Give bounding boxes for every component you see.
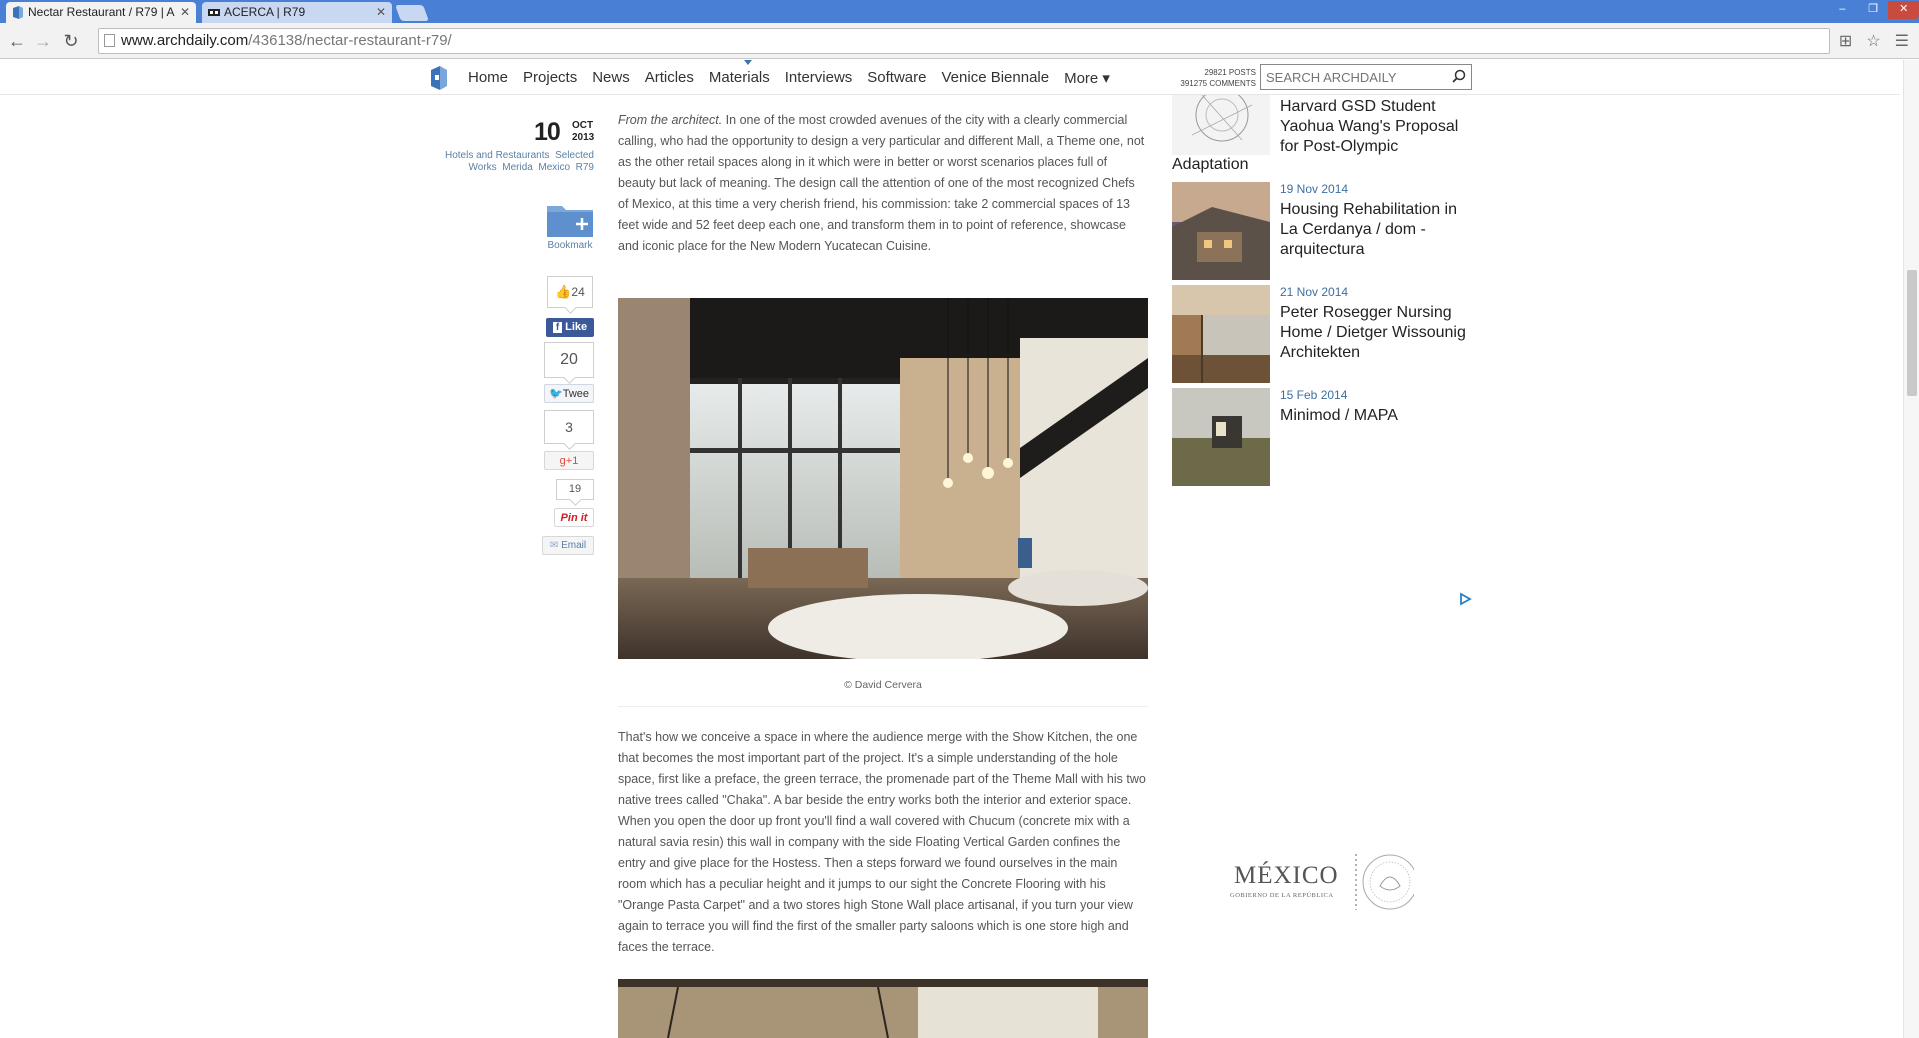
tab-title: Nectar Restaurant / R79 | A bbox=[28, 5, 175, 19]
nav-materials[interactable]: Materials bbox=[708, 69, 770, 86]
browser-tab-bar bbox=[0, 0, 1919, 23]
reload-icon[interactable]: ↻ bbox=[63, 31, 79, 51]
search-input[interactable] bbox=[1261, 65, 1441, 89]
nav-home[interactable]: Home bbox=[468, 69, 509, 86]
article-intro bbox=[618, 110, 1148, 278]
thumbs-up-icon: 👍 bbox=[555, 284, 572, 299]
related-date: 19 Nov 2014 bbox=[1280, 182, 1349, 196]
toolbar-icons bbox=[1839, 31, 1909, 51]
related-item-minimod[interactable] bbox=[1172, 388, 1472, 486]
adchoices-icon[interactable] bbox=[1458, 592, 1472, 606]
related-thumbnail bbox=[1172, 285, 1270, 383]
page-scrollbar[interactable] bbox=[1903, 60, 1919, 1038]
date-day: 10 bbox=[534, 118, 560, 146]
facebook-like-button[interactable]: f Like bbox=[546, 318, 594, 337]
search-box bbox=[1260, 64, 1472, 90]
email-button[interactable]: ✉ Email bbox=[542, 536, 594, 555]
site-navigation bbox=[0, 60, 1900, 95]
bookmark-label: Bookmark bbox=[547, 240, 593, 251]
posts-count: 29821 POSTS bbox=[1204, 68, 1256, 77]
national-seal-icon bbox=[1354, 850, 1414, 914]
twitter-bird-icon: 🐦 bbox=[549, 388, 563, 400]
close-icon[interactable]: ✕ bbox=[375, 5, 386, 19]
comments-count: 391275 COMMENTS bbox=[1180, 79, 1256, 88]
browser-toolbar bbox=[0, 23, 1919, 59]
url-host: www.archdaily.com bbox=[121, 32, 249, 49]
tweet-count: 20 bbox=[544, 342, 594, 378]
window-controls bbox=[1827, 1, 1919, 19]
divider bbox=[618, 706, 1148, 707]
site-stats bbox=[1160, 67, 1256, 89]
window-close-icon[interactable]: ✕ bbox=[1888, 1, 1919, 19]
tag-link[interactable]: Mexico bbox=[538, 162, 571, 173]
related-thumbnail bbox=[1172, 95, 1270, 155]
google-plus-button[interactable]: g+1 bbox=[544, 451, 594, 470]
intro-text: In one of the most crowded avenues of the city with a clearly commercial calling, who had the opportunity to design a very particular and different Mall, a Theme one, not as the other retail spaces along in it which were in better or worst scenarios places full of beauty but lack of meaning. The design call the attention of one of the most recognized Chefs of Mexico, at this time a very cherish friend, his commission: take 2 commercial spaces of 13 feet wide and 52 feet deep each one, and transform them in to point of reference, showcase and iconic place for the New Modern Yucatecan Cuisine. bbox=[618, 113, 1145, 253]
bookmark-button[interactable] bbox=[546, 202, 594, 252]
related-title[interactable]: Peter Rosegger Nursing Home / Dietger Wissounig Architekten bbox=[1280, 304, 1466, 361]
search-icon[interactable] bbox=[1452, 69, 1466, 83]
forward-arrow-icon[interactable]: → bbox=[34, 31, 52, 51]
pin-count: 19 bbox=[556, 479, 594, 500]
article-paragraph: That's how we conceive a space in where the audience merge with the Show Kitchen, the one that becomes the most important part of the project. It's a simple understanding of the hole space, first like a preface, the green terrace, the promenade part of the Theme Mall with his two native trees called "Chaka". A bar beside the entry works both the interior and exterior space. When you open the door up front you'll find a wall covered with Chucum (concrete mix with a natural savia resin) this wall in company with the side Floating Vertical Garden confines the entry and give place for the Hostess. Then a steps forward we found ourselves in the main room which has a peculiar height and it jumps to our sight the Concrete Flooring with his "Orange Pasta Carpet" and a two stores high Stone Wall place artisanal, if you turn your view again to terrace you will find the first of the smaller party saloons which is one store high and faces the terrace. bbox=[618, 730, 1146, 954]
intro-lead: From the architect. bbox=[618, 113, 723, 127]
restaurant-interior-photo[interactable] bbox=[618, 298, 1148, 659]
related-item-peter-rosegger[interactable] bbox=[1172, 285, 1472, 383]
tag-link[interactable]: Selected Works bbox=[468, 150, 594, 173]
related-item-harvard[interactable] bbox=[1172, 95, 1472, 155]
related-thumbnail bbox=[1172, 388, 1270, 486]
nav-projects[interactable]: Projects bbox=[523, 69, 578, 86]
restaurant-photo-2[interactable] bbox=[618, 979, 1148, 1038]
like-count: 👍24 bbox=[547, 276, 593, 308]
address-bar[interactable] bbox=[98, 28, 1830, 54]
second-photo-image bbox=[618, 979, 1148, 1038]
scrollbar-thumb[interactable] bbox=[1907, 270, 1917, 396]
tweet-button[interactable]: 🐦Twee bbox=[544, 384, 594, 403]
interior-photo-image bbox=[618, 298, 1148, 659]
tab-acerca-r79[interactable] bbox=[202, 2, 392, 23]
new-tab-button[interactable] bbox=[395, 5, 429, 21]
nav-articles[interactable]: Articles bbox=[644, 69, 694, 86]
archdaily-logo-icon[interactable] bbox=[430, 66, 448, 90]
envelope-icon: ✉ bbox=[549, 540, 559, 551]
tag-link[interactable]: R79 bbox=[575, 162, 594, 173]
archdaily-favicon-icon bbox=[12, 6, 24, 19]
tag-link[interactable]: Merida bbox=[502, 162, 533, 173]
related-title-tail[interactable]: Adaptation bbox=[1172, 156, 1249, 173]
restore-icon[interactable]: ❐ bbox=[1868, 3, 1878, 15]
nav-interviews[interactable]: Interviews bbox=[784, 69, 853, 86]
nav-venice-biennale[interactable]: Venice Biennale bbox=[941, 69, 1050, 86]
nav-news[interactable]: News bbox=[592, 69, 630, 86]
menu-icon[interactable]: ☰ bbox=[1894, 33, 1909, 50]
translate-icon[interactable]: ⊞ bbox=[1838, 33, 1853, 50]
pinterest-button[interactable]: Pin it bbox=[554, 508, 594, 527]
related-date: 21 Nov 2014 bbox=[1280, 285, 1349, 299]
publish-date bbox=[520, 118, 596, 146]
photo-caption: © David Cervera bbox=[844, 679, 922, 691]
tag-link[interactable]: Hotels and Restaurants bbox=[445, 150, 550, 161]
related-thumbnail bbox=[1172, 182, 1270, 280]
star-icon[interactable]: ☆ bbox=[1866, 33, 1881, 50]
page-icon bbox=[104, 34, 115, 47]
tab-nectar-restaurant[interactable] bbox=[6, 2, 196, 23]
mexico-government-ad[interactable] bbox=[1226, 850, 1416, 918]
tab-title: ACERCA | R79 bbox=[224, 5, 306, 19]
active-menu-marker bbox=[744, 60, 752, 65]
ad-logo-word: MÉXICO bbox=[1234, 862, 1339, 889]
article-tags bbox=[430, 150, 594, 174]
nav-more[interactable]: More ▾ bbox=[1064, 70, 1110, 87]
related-title[interactable]: Housing Rehabilitation in La Cerdanya / dom - arquitectura bbox=[1280, 201, 1457, 258]
r79-favicon-icon bbox=[208, 6, 220, 19]
date-month: OCT bbox=[572, 120, 594, 131]
nav-software[interactable]: Software bbox=[867, 69, 927, 86]
minimize-icon[interactable]: ‒ bbox=[1839, 3, 1846, 15]
related-item-housing-rehabilitation[interactable] bbox=[1172, 182, 1472, 280]
back-arrow-icon[interactable]: ← bbox=[8, 31, 26, 51]
related-title[interactable]: Harvard GSD Student Yaohua Wang's Proposal for Post-Olympic bbox=[1280, 98, 1459, 155]
related-date: 15 Feb 2014 bbox=[1280, 388, 1348, 402]
related-title[interactable]: Minimod / MAPA bbox=[1280, 407, 1398, 424]
main-menu bbox=[468, 69, 1110, 87]
date-year: 2013 bbox=[572, 132, 595, 143]
facebook-icon: f bbox=[553, 322, 562, 333]
folder-plus-icon bbox=[546, 202, 594, 238]
gplus-count: 3 bbox=[544, 410, 594, 444]
close-icon[interactable]: ✕ bbox=[179, 5, 190, 19]
ad-logo-sub: GOBIERNO DE LA REPÚBLICA bbox=[1230, 892, 1334, 899]
url-path: /436138/nectar-restaurant-r79/ bbox=[248, 32, 452, 49]
